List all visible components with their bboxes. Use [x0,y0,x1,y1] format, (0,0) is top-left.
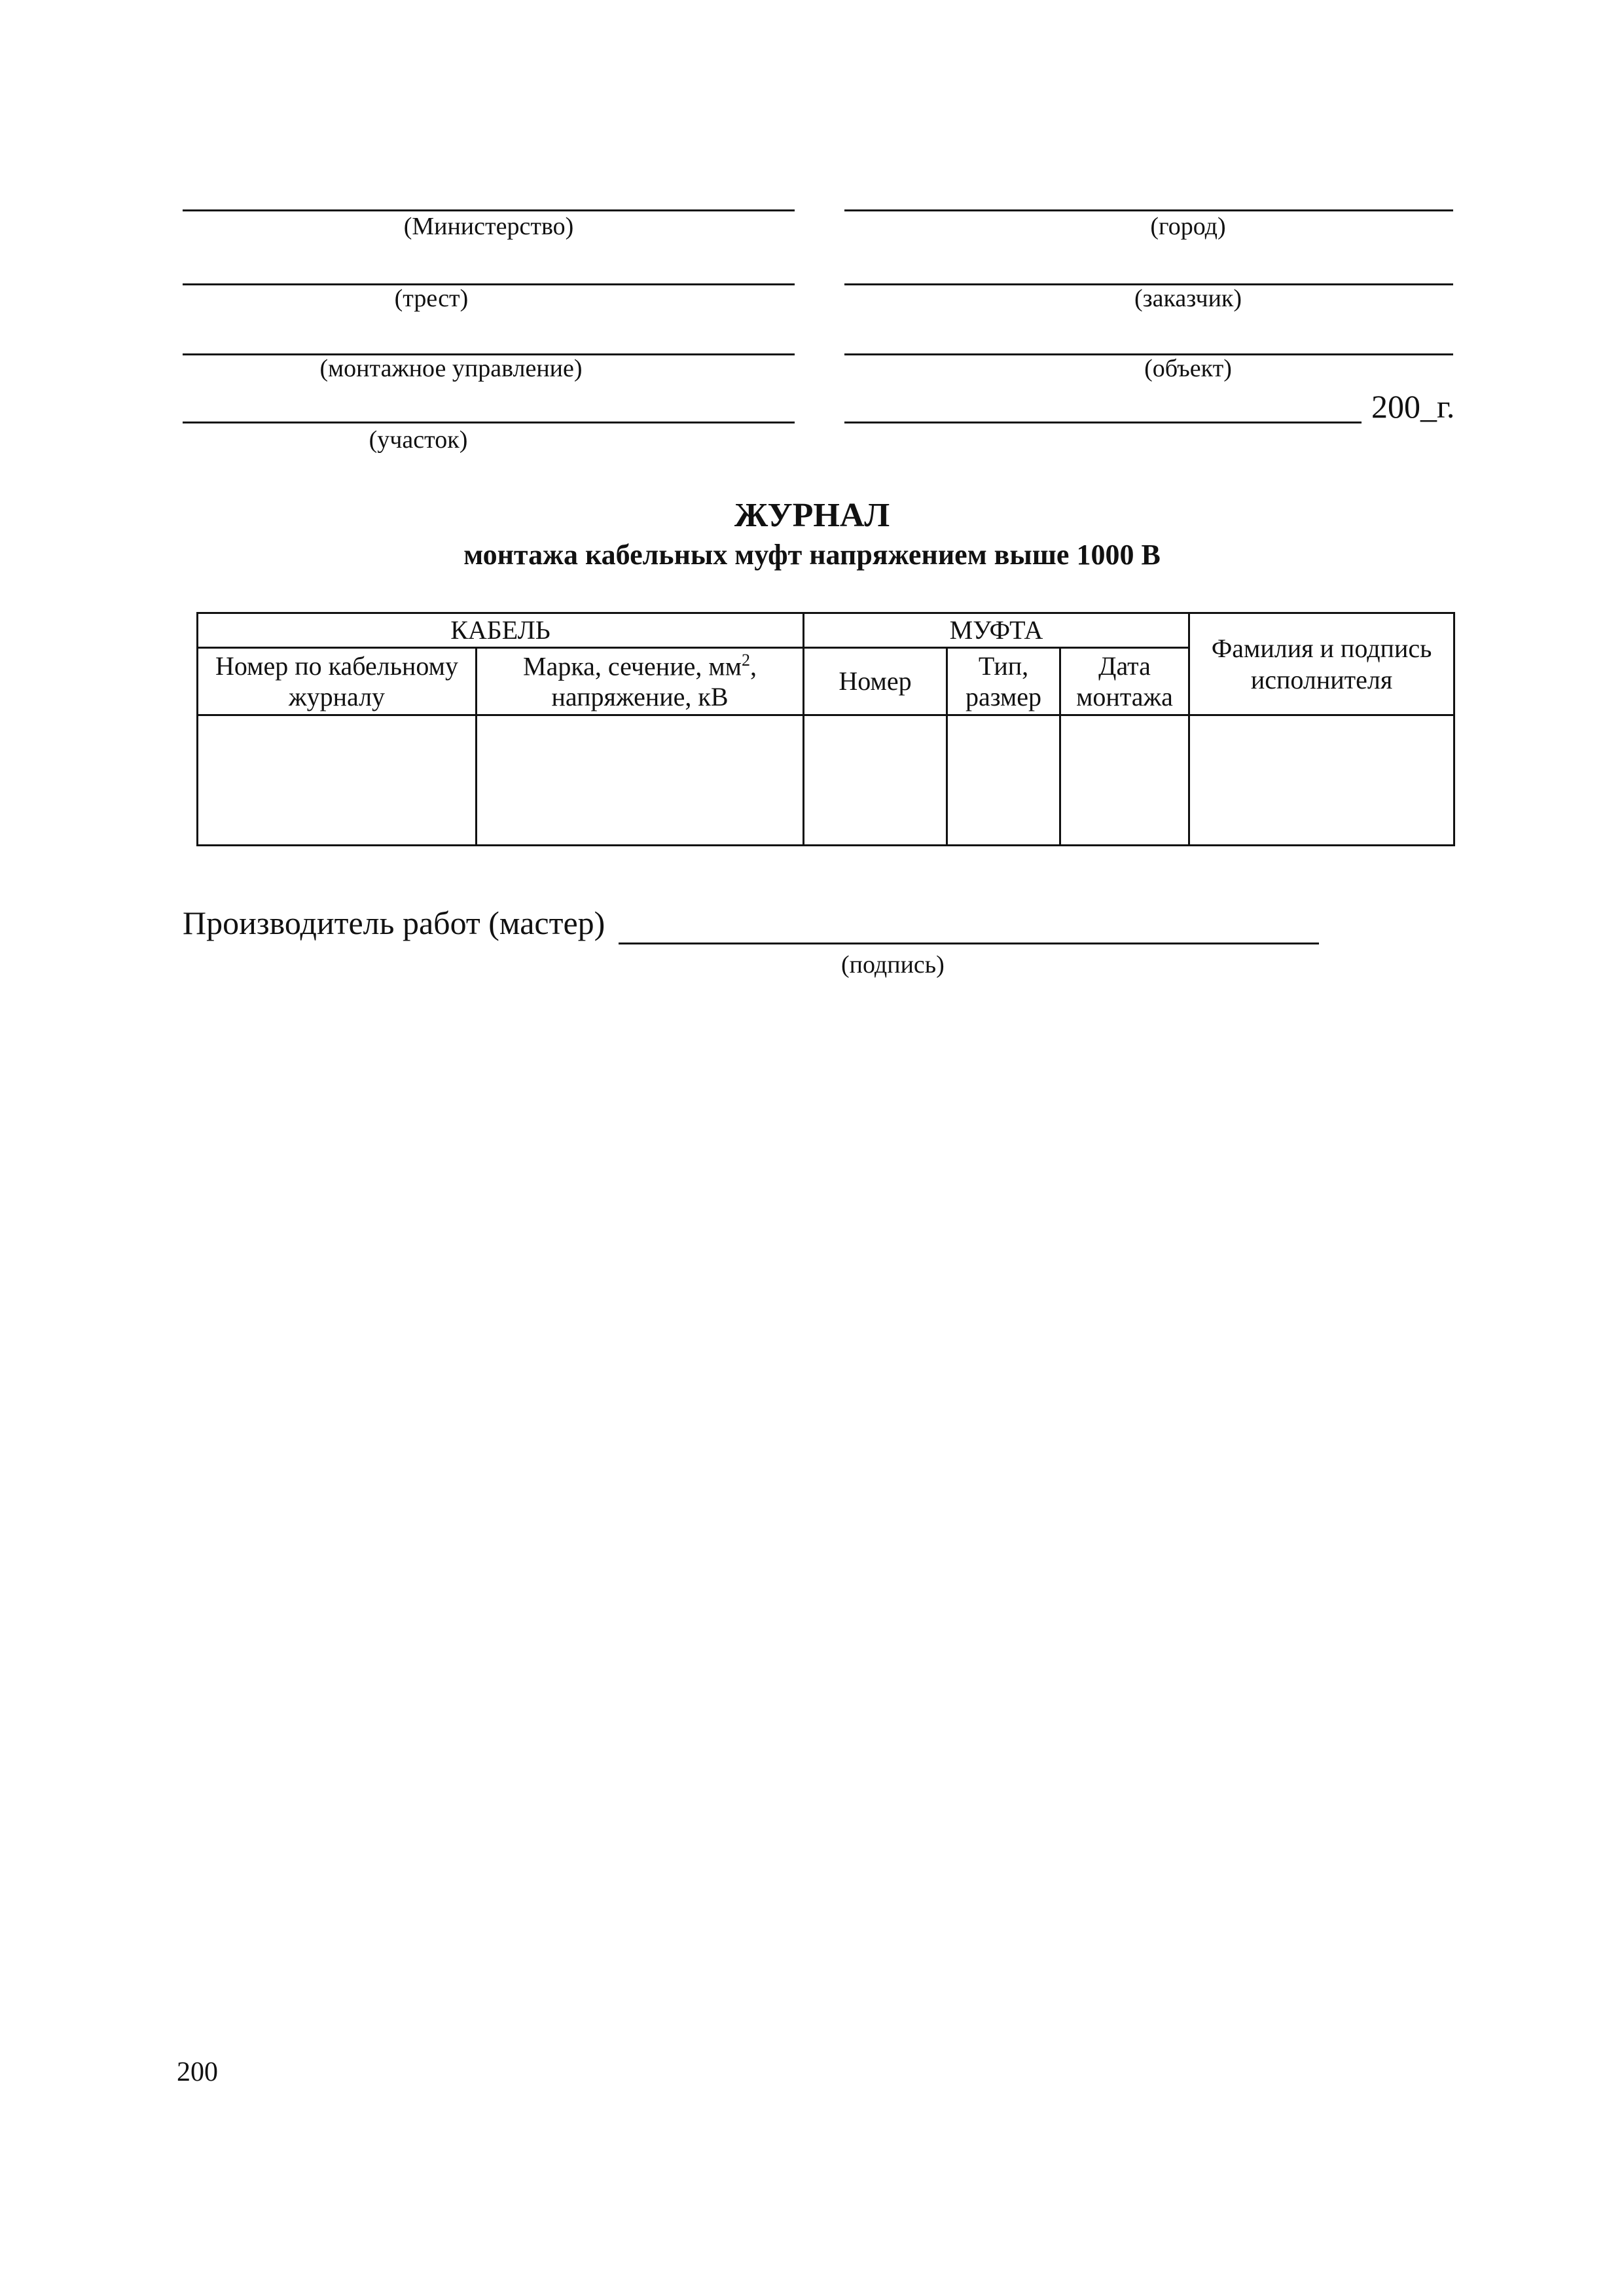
ministry-line [183,209,795,211]
mark-section-header [477,648,804,715]
foreman-signature-line[interactable] [619,943,1319,944]
journal-number-cell[interactable] [198,715,477,846]
size-label: размер [965,682,1042,711]
ministry-caption: (Министерство) [403,213,574,240]
installation-date-cell[interactable] [1060,715,1189,846]
voltage-label: напряжение, кВ [551,682,729,712]
year-label: 200_г. [1371,388,1455,425]
executor-cell[interactable] [1189,715,1454,846]
type-label: Тип, [978,651,1029,681]
mark-section-superscript: 2 [741,650,750,670]
executor-header: Фамилия и подпись исполнителя [1189,613,1454,715]
section-line [183,422,795,423]
coupling-type-header [947,648,1060,715]
coupling-number-cell[interactable] [804,715,947,846]
date-line [844,422,1362,423]
date-label: Дата [1098,651,1151,681]
coupling-number-header: Номер [804,648,947,715]
management-caption: (монтажное управление) [319,355,583,382]
journal-subtitle: монтажа кабельных муфт напряжением выше 1000 В [463,539,1161,571]
trust-caption: (трест) [394,285,469,312]
page-number: 200 [177,2057,218,2087]
mark-section-label: Марка, сечение, мм [523,651,742,681]
section-caption: (участок) [369,426,468,454]
coupling-type-cell[interactable] [947,715,1060,846]
coupling-group-header: МУФТА [804,613,1189,648]
cable-group-header: КАБЕЛЬ [198,613,804,648]
journal-number-header: Номер по кабельному журналу [198,648,477,715]
foreman-label: Производитель работ (мастер) [183,905,605,941]
journal-title: ЖУРНАЛ [734,497,890,534]
signature-caption: (подпись) [841,951,945,979]
table-row [198,715,1454,846]
installation-label: монтажа [1076,682,1173,711]
city-line [844,209,1453,211]
mark-section-cell[interactable] [477,715,804,846]
journal-table [196,612,1455,846]
mark-section-comma: , [749,651,757,681]
object-caption: (объект) [1144,355,1232,382]
city-caption: (город) [1150,213,1226,240]
customer-caption: (заказчик) [1134,285,1242,312]
installation-date-header [1060,648,1189,715]
